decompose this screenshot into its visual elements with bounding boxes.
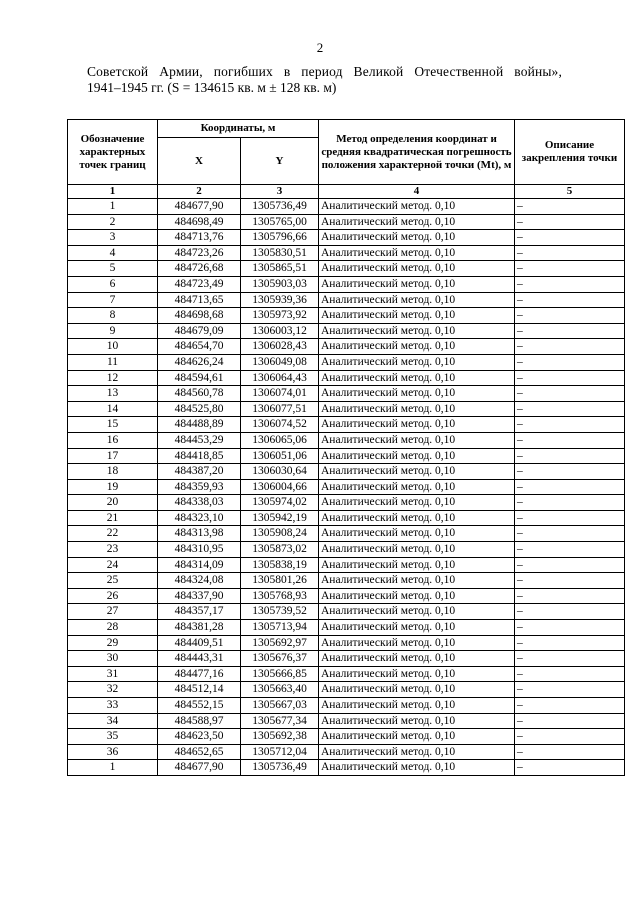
cell-description: –	[515, 620, 625, 636]
table-row	[68, 386, 625, 402]
cell-description: –	[515, 308, 625, 324]
cell-description: –	[515, 230, 625, 246]
cell-description: –	[515, 682, 625, 698]
table-row	[68, 526, 625, 542]
cell-method: Аналитический метод. 0,10	[319, 432, 515, 448]
cell-x: 484338,03	[158, 495, 241, 511]
cell-method: Аналитический метод. 0,10	[319, 448, 515, 464]
cell-y: 1305663,40	[241, 682, 319, 698]
cell-x: 484314,09	[158, 557, 241, 573]
cell-y: 1305865,51	[241, 261, 319, 277]
cell-y: 1305873,02	[241, 542, 319, 558]
cell-description: –	[515, 729, 625, 745]
cell-description: –	[515, 339, 625, 355]
cell-x: 484525,80	[158, 401, 241, 417]
table-row	[68, 588, 625, 604]
cell-y: 1305712,04	[241, 744, 319, 760]
cell-point: 30	[68, 651, 158, 667]
cell-description: –	[515, 276, 625, 292]
table-row	[68, 573, 625, 589]
cell-point: 8	[68, 308, 158, 324]
cell-point: 22	[68, 526, 158, 542]
cell-method: Аналитический метод. 0,10	[319, 635, 515, 651]
cell-method: Аналитический метод. 0,10	[319, 682, 515, 698]
cell-point: 7	[68, 292, 158, 308]
table-row	[68, 245, 625, 261]
cell-description: –	[515, 464, 625, 480]
table-row	[68, 308, 625, 324]
cell-x: 484512,14	[158, 682, 241, 698]
cell-point: 10	[68, 339, 158, 355]
cell-point: 16	[68, 432, 158, 448]
cell-method: Аналитический метод. 0,10	[319, 386, 515, 402]
table-row	[68, 417, 625, 433]
cell-y: 1305768,93	[241, 588, 319, 604]
table-row	[68, 479, 625, 495]
cell-y: 1305713,94	[241, 620, 319, 636]
cell-x: 484594,61	[158, 370, 241, 386]
cell-point: 9	[68, 323, 158, 339]
cell-description: –	[515, 526, 625, 542]
cell-y: 1306065,06	[241, 432, 319, 448]
cell-method: Аналитический метод. 0,10	[319, 542, 515, 558]
cell-y: 1306028,43	[241, 339, 319, 355]
cell-x: 484337,90	[158, 588, 241, 604]
cell-description: –	[515, 386, 625, 402]
cell-description: –	[515, 698, 625, 714]
table-row	[68, 510, 625, 526]
cell-description: –	[515, 651, 625, 667]
cell-x: 484453,29	[158, 432, 241, 448]
cell-point: 29	[68, 635, 158, 651]
cell-point: 1	[68, 199, 158, 215]
cell-x: 484323,10	[158, 510, 241, 526]
cell-method: Аналитический метод. 0,10	[319, 666, 515, 682]
table-row	[68, 354, 625, 370]
cell-x: 484726,68	[158, 261, 241, 277]
cell-point: 25	[68, 573, 158, 589]
cell-y: 1305666,85	[241, 666, 319, 682]
cell-method: Аналитический метод. 0,10	[319, 620, 515, 636]
cell-method: Аналитический метод. 0,10	[319, 557, 515, 573]
table-row	[68, 542, 625, 558]
cell-method: Аналитический метод. 0,10	[319, 214, 515, 230]
cell-y: 1305801,26	[241, 573, 319, 589]
cell-description: –	[515, 573, 625, 589]
cell-method: Аналитический метод. 0,10	[319, 199, 515, 215]
cell-description: –	[515, 432, 625, 448]
cell-y: 1306064,43	[241, 370, 319, 386]
cell-point: 36	[68, 744, 158, 760]
cell-method: Аналитический метод. 0,10	[319, 744, 515, 760]
table-row	[68, 261, 625, 277]
table-row	[68, 230, 625, 246]
cell-method: Аналитический метод. 0,10	[319, 464, 515, 480]
table-row	[68, 214, 625, 230]
cell-x: 484698,49	[158, 214, 241, 230]
column-number: 1	[68, 185, 158, 199]
table-row	[68, 682, 625, 698]
cell-point: 33	[68, 698, 158, 714]
table-row	[68, 620, 625, 636]
cell-point: 23	[68, 542, 158, 558]
table-row	[68, 729, 625, 745]
cell-x: 484310,95	[158, 542, 241, 558]
table-body	[68, 199, 625, 776]
cell-point: 31	[68, 666, 158, 682]
cell-description: –	[515, 604, 625, 620]
cell-description: –	[515, 448, 625, 464]
table-row	[68, 666, 625, 682]
cell-method: Аналитический метод. 0,10	[319, 729, 515, 745]
cell-description: –	[515, 479, 625, 495]
cell-description: –	[515, 666, 625, 682]
cell-y: 1305903,03	[241, 276, 319, 292]
table-row	[68, 760, 625, 776]
cell-point: 19	[68, 479, 158, 495]
column-number: 4	[319, 185, 515, 199]
table-row	[68, 651, 625, 667]
cell-point: 28	[68, 620, 158, 636]
cell-y: 1305974,02	[241, 495, 319, 511]
table-row	[68, 557, 625, 573]
cell-point: 5	[68, 261, 158, 277]
header-x-label: X	[158, 138, 241, 185]
header-y-label: Y	[241, 138, 319, 185]
cell-x: 484677,90	[158, 760, 241, 776]
cell-method: Аналитический метод. 0,10	[319, 573, 515, 589]
cell-description: –	[515, 261, 625, 277]
intro-line-1: Советской Армии, погибших в период Великой Отечественной войны»,	[87, 64, 562, 79]
cell-method: Аналитический метод. 0,10	[319, 713, 515, 729]
cell-method: Аналитический метод. 0,10	[319, 292, 515, 308]
cell-method: Аналитический метод. 0,10	[319, 604, 515, 620]
table-row	[68, 432, 625, 448]
cell-y: 1305765,00	[241, 214, 319, 230]
header-description-label: Описание закрепления точки	[515, 120, 625, 185]
cell-point: 35	[68, 729, 158, 745]
table-row	[68, 401, 625, 417]
cell-y: 1305796,66	[241, 230, 319, 246]
cell-point: 12	[68, 370, 158, 386]
cell-x: 484654,70	[158, 339, 241, 355]
cell-y: 1306074,01	[241, 386, 319, 402]
cell-y: 1305942,19	[241, 510, 319, 526]
intro-line-2: 1941–1945 гг. (S = 134615 кв. м ± 128 кв. м)	[87, 80, 337, 95]
cell-y: 1306051,06	[241, 448, 319, 464]
table-row	[68, 276, 625, 292]
column-number: 5	[515, 185, 625, 199]
cell-x: 484713,76	[158, 230, 241, 246]
cell-y: 1305739,52	[241, 604, 319, 620]
header-coords-label: Координаты, м	[158, 120, 319, 138]
table-row	[68, 744, 625, 760]
cell-y: 1305838,19	[241, 557, 319, 573]
cell-x: 484409,51	[158, 635, 241, 651]
cell-y: 1305692,97	[241, 635, 319, 651]
cell-x: 484387,20	[158, 464, 241, 480]
table-row	[68, 635, 625, 651]
cell-method: Аналитический метод. 0,10	[319, 510, 515, 526]
cell-description: –	[515, 542, 625, 558]
header-method-label: Метод определения координат и средняя квадратическая погрешность положения характерной точки (Mt), м	[319, 120, 515, 185]
cell-point: 2	[68, 214, 158, 230]
cell-description: –	[515, 744, 625, 760]
cell-y: 1305677,34	[241, 713, 319, 729]
cell-y: 1305939,36	[241, 292, 319, 308]
table-row	[68, 495, 625, 511]
cell-x: 484488,89	[158, 417, 241, 433]
coordinates-table	[67, 119, 625, 776]
cell-point: 34	[68, 713, 158, 729]
table-row	[68, 323, 625, 339]
cell-x: 484723,49	[158, 276, 241, 292]
cell-description: –	[515, 370, 625, 386]
cell-method: Аналитический метод. 0,10	[319, 417, 515, 433]
cell-point: 32	[68, 682, 158, 698]
intro-text	[87, 64, 562, 96]
cell-y: 1306077,51	[241, 401, 319, 417]
cell-x: 484698,68	[158, 308, 241, 324]
cell-point: 20	[68, 495, 158, 511]
table-row	[68, 370, 625, 386]
cell-method: Аналитический метод. 0,10	[319, 308, 515, 324]
cell-x: 484313,98	[158, 526, 241, 542]
cell-method: Аналитический метод. 0,10	[319, 588, 515, 604]
cell-description: –	[515, 495, 625, 511]
cell-point: 13	[68, 386, 158, 402]
cell-description: –	[515, 245, 625, 261]
table-row	[68, 464, 625, 480]
cell-x: 484418,85	[158, 448, 241, 464]
table-row	[68, 604, 625, 620]
cell-description: –	[515, 292, 625, 308]
cell-y: 1305908,24	[241, 526, 319, 542]
cell-method: Аналитический метод. 0,10	[319, 339, 515, 355]
cell-description: –	[515, 557, 625, 573]
cell-point: 21	[68, 510, 158, 526]
cell-y: 1306004,66	[241, 479, 319, 495]
cell-x: 484324,08	[158, 573, 241, 589]
cell-y: 1305736,49	[241, 760, 319, 776]
cell-y: 1305973,92	[241, 308, 319, 324]
page-number: 2	[316, 40, 324, 55]
cell-point: 6	[68, 276, 158, 292]
cell-description: –	[515, 354, 625, 370]
cell-point: 17	[68, 448, 158, 464]
table-row	[68, 698, 625, 714]
cell-point: 27	[68, 604, 158, 620]
cell-y: 1306030,64	[241, 464, 319, 480]
cell-method: Аналитический метод. 0,10	[319, 526, 515, 542]
cell-method: Аналитический метод. 0,10	[319, 370, 515, 386]
cell-x: 484560,78	[158, 386, 241, 402]
cell-method: Аналитический метод. 0,10	[319, 245, 515, 261]
cell-point: 1	[68, 760, 158, 776]
cell-x: 484713,65	[158, 292, 241, 308]
cell-y: 1306074,52	[241, 417, 319, 433]
cell-x: 484623,50	[158, 729, 241, 745]
table-row	[68, 292, 625, 308]
cell-method: Аналитический метод. 0,10	[319, 479, 515, 495]
cell-y: 1305736,49	[241, 199, 319, 215]
table-row	[68, 199, 625, 215]
cell-point: 24	[68, 557, 158, 573]
cell-point: 3	[68, 230, 158, 246]
cell-point: 26	[68, 588, 158, 604]
cell-description: –	[515, 588, 625, 604]
column-number: 3	[241, 185, 319, 199]
header-point-label: Обозначение характерных точек границ	[68, 120, 158, 185]
cell-description: –	[515, 323, 625, 339]
cell-y: 1306049,08	[241, 354, 319, 370]
cell-x: 484652,65	[158, 744, 241, 760]
cell-x: 484679,09	[158, 323, 241, 339]
cell-description: –	[515, 760, 625, 776]
cell-x: 484626,24	[158, 354, 241, 370]
cell-method: Аналитический метод. 0,10	[319, 651, 515, 667]
cell-y: 1305676,37	[241, 651, 319, 667]
cell-x: 484477,16	[158, 666, 241, 682]
cell-y: 1306003,12	[241, 323, 319, 339]
cell-y: 1305667,03	[241, 698, 319, 714]
cell-description: –	[515, 510, 625, 526]
column-number: 2	[158, 185, 241, 199]
cell-x: 484443,31	[158, 651, 241, 667]
cell-method: Аналитический метод. 0,10	[319, 323, 515, 339]
cell-method: Аналитический метод. 0,10	[319, 401, 515, 417]
cell-point: 15	[68, 417, 158, 433]
cell-x: 484677,90	[158, 199, 241, 215]
cell-point: 14	[68, 401, 158, 417]
cell-method: Аналитический метод. 0,10	[319, 354, 515, 370]
cell-method: Аналитический метод. 0,10	[319, 261, 515, 277]
cell-method: Аналитический метод. 0,10	[319, 230, 515, 246]
cell-description: –	[515, 199, 625, 215]
cell-x: 484359,93	[158, 479, 241, 495]
cell-y: 1305692,38	[241, 729, 319, 745]
cell-description: –	[515, 713, 625, 729]
table-row	[68, 339, 625, 355]
table-row	[68, 713, 625, 729]
cell-x: 484552,15	[158, 698, 241, 714]
cell-method: Аналитический метод. 0,10	[319, 495, 515, 511]
cell-x: 484723,26	[158, 245, 241, 261]
cell-description: –	[515, 214, 625, 230]
cell-point: 11	[68, 354, 158, 370]
cell-description: –	[515, 635, 625, 651]
cell-x: 484381,28	[158, 620, 241, 636]
cell-point: 18	[68, 464, 158, 480]
cell-description: –	[515, 417, 625, 433]
cell-method: Аналитический метод. 0,10	[319, 698, 515, 714]
cell-x: 484357,17	[158, 604, 241, 620]
cell-x: 484588,97	[158, 713, 241, 729]
cell-y: 1305830,51	[241, 245, 319, 261]
cell-description: –	[515, 401, 625, 417]
cell-method: Аналитический метод. 0,10	[319, 760, 515, 776]
cell-method: Аналитический метод. 0,10	[319, 276, 515, 292]
cell-point: 4	[68, 245, 158, 261]
table-row	[68, 448, 625, 464]
